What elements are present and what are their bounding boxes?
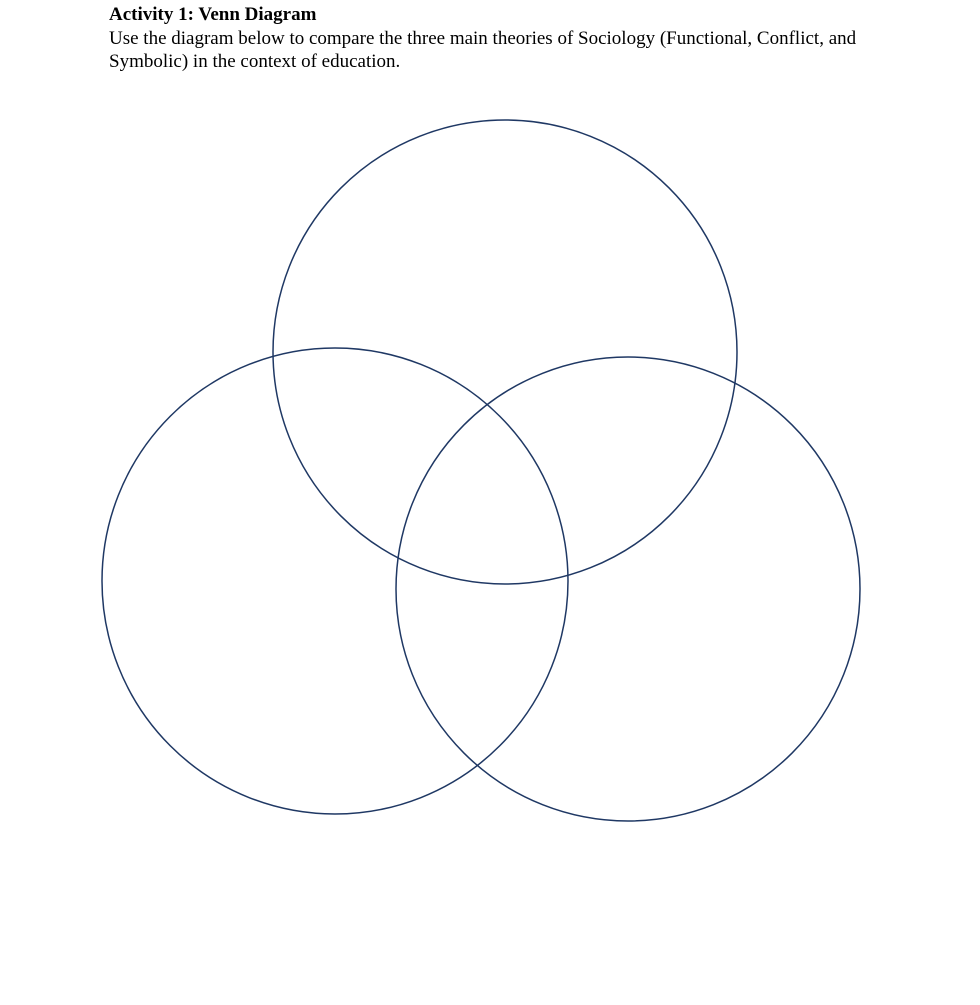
right-circle [396,357,860,821]
activity-heading: Activity 1: Venn Diagram [109,4,317,25]
top-circle [273,120,737,584]
instructions-text: Use the diagram below to compare the three main theories of Sociology (Functional, Conflict, and Symbolic) in the context of education. [109,28,857,72]
left-circle [102,348,568,814]
